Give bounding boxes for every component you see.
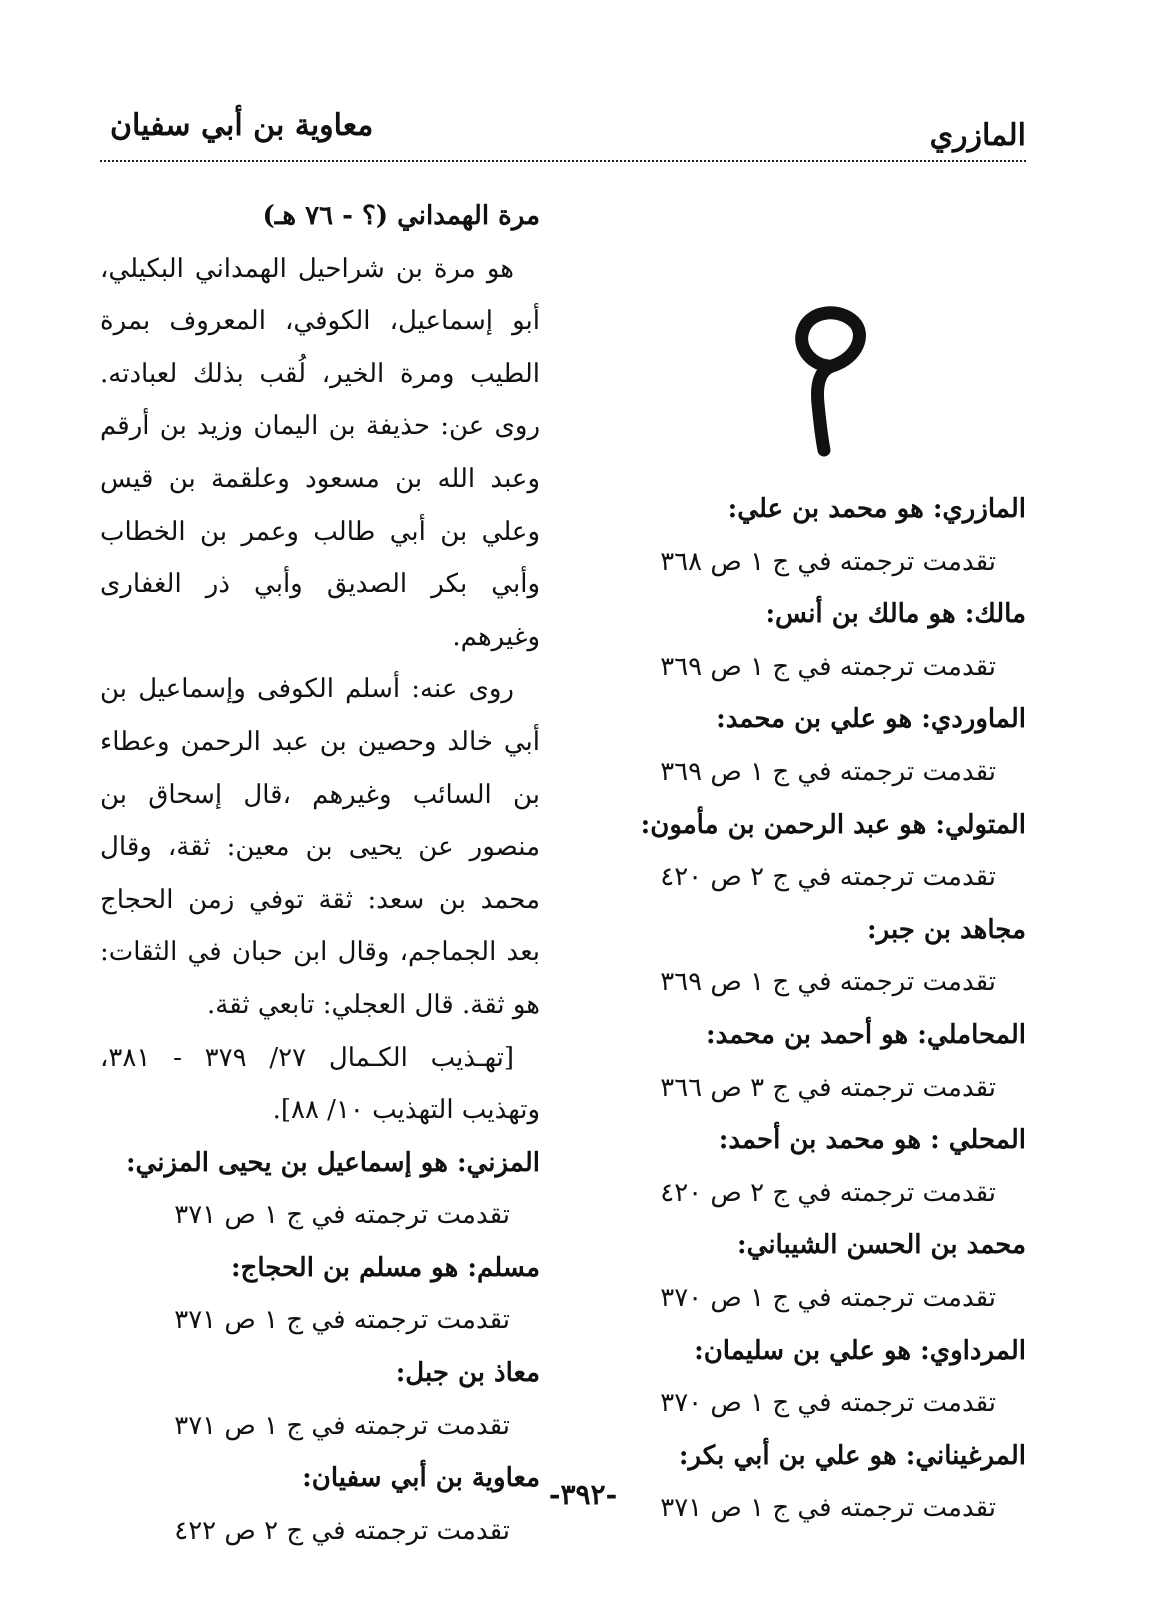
entry-name: المرداوي: هو علي بن سليمان: [694,1335,1026,1366]
header-right-title: المازري [929,118,1026,153]
entry-name: مالك: هو مالك بن أنس: [765,599,1026,630]
entry-name: مجاهد بن جبر: [867,914,1026,945]
entry-reference: تقدمت ترجمته في ج ١ ص ٣٧١ [174,1305,510,1336]
entry-name: محمد بن الحسن الشيباني: [737,1230,1026,1261]
sources-citation: [تهـذيب الكـمال ٢٧/ ٣٧٩ - ٣٨١، وتهذيب التهذيب ١٠/ ٨٨]. [100,1042,540,1126]
entry-reference: تقدمت ترجمته في ج ٢ ص ٤٢٠ [660,1177,996,1208]
right-column [635,483,1026,1535]
entry-reference: تقدمت ترجمته في ج ٣ ص ٣٦٦ [660,1072,996,1103]
entry-name: المرغيناني: هو علي بن أبي بكر: [678,1440,1026,1471]
header-left-title: معاوية بن أبي سفيان [110,108,374,143]
entry-reference: تقدمت ترجمته في ج ١ ص ٣٧٠ [660,1388,996,1419]
entry-name: معاوية بن أبي سفيان: [302,1463,540,1494]
entry-name: الماوردي: هو علي بن محمد: [716,704,1026,735]
entry-reference: تقدمت ترجمته في ج ٢ ص ٤٢٢ [174,1515,510,1546]
entry-name: المحاملي: هو أحمد بن محمد: [705,1019,1026,1050]
entry-reference: تقدمت ترجمته في ج ١ ص ٣٦٩ [660,756,996,787]
bio-paragraph: روى عنه: أسلم الكوفى وإسماعيل بن أبي خالد وحصين بن عبد الرحمن وعطاء بن السائب وغيرهم ،قال إسحاق بن منصور عن يحيى بن معين: ثقة، وقال محمد بن سعد: ثقة توفي زمن الحجاج بعد الجماجم، وقال ابن حبان في الثقات: هو ثقة. قال العجلي: تابعي ثقة. [100,674,540,1020]
entry-reference: تقدمت ترجمته في ج ١ ص ٣٦٩ [660,967,996,998]
entry-reference: تقدمت ترجمته في ج ١ ص ٣٧١ [174,1200,510,1231]
entry-reference: تقدمت ترجمته في ج ١ ص ٣٧١ [174,1410,510,1441]
entry-reference: تقدمت ترجمته في ج ١ ص ٣٧٠ [660,1282,996,1313]
entry-name: معاذ بن جبل: [395,1358,540,1389]
entry-name: مسلم: هو مسلم بن الحجاج: [230,1252,540,1283]
entry-name: المحلي : هو محمد بن أحمد: [718,1125,1026,1156]
bio-paragraph: هو مرة بن شراحيل الهمداني البكيلي، أبو إسماعيل، الكوفي، المعروف بمرة الطيب ومرة الخير، لُقب بذلك لعبادته. روى عن: حذيفة بن اليمان وزيد بن أرقم وعبد الله بن مسعود وعلقمة بن قيس وعلي بن أبي طالب وعمر بن الخطاب وأبي بكر الصديق وأبي ذر الغفارى وغيرهم. [100,253,540,652]
entry-reference: تقدمت ترجمته في ج ١ ص ٣٧١ [660,1493,996,1524]
section-letter-mim [770,300,890,460]
entry-reference: تقدمت ترجمته في ج ١ ص ٣٦٩ [660,651,996,682]
entry-title: مرة الهمداني (؟ - ٧٦ هـ) [262,201,540,231]
page-header [100,100,1026,162]
entry-name: المتولي: هو عبد الرحمن بن مأمون: [640,809,1026,840]
entry-name: المزني: هو إسماعيل بن يحيى المزني: [125,1147,540,1178]
left-column [100,190,540,1557]
page-number: -٣٩٢- [548,1478,618,1511]
entry-reference: تقدمت ترجمته في ج ٢ ص ٤٢٠ [660,862,996,893]
entry-reference: تقدمت ترجمته في ج ١ ص ٣٦٨ [660,546,996,577]
entry-name: المازري: هو محمد بن علي: [727,494,1026,524]
